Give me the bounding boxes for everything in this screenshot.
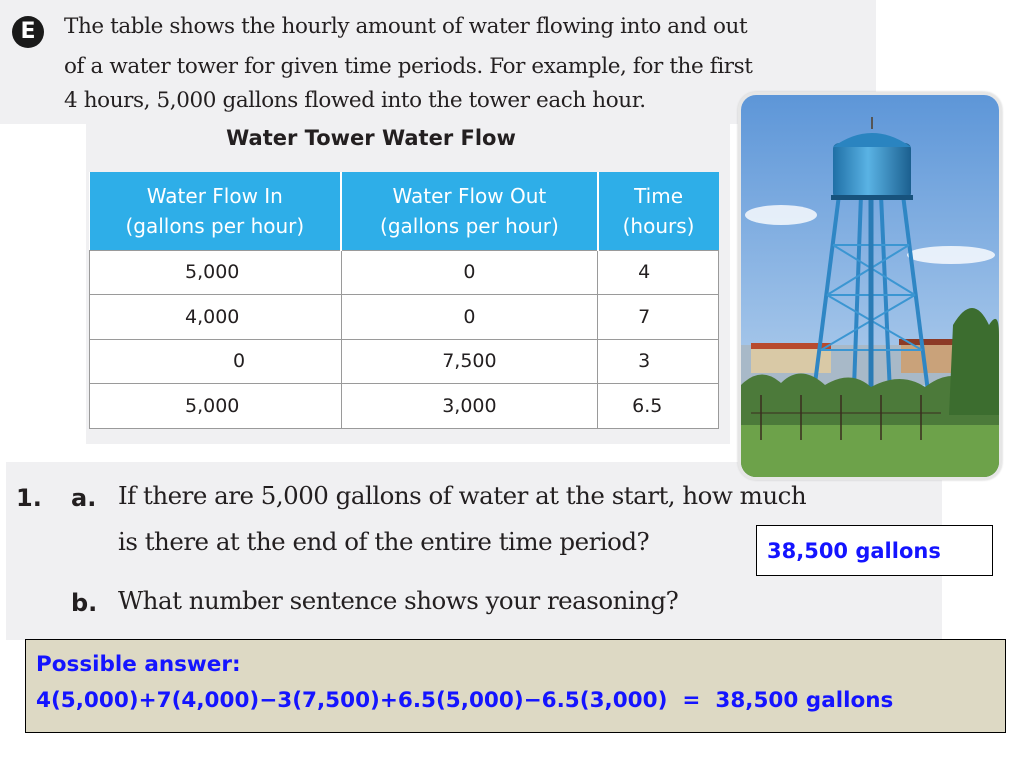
section-badge: E bbox=[12, 16, 44, 48]
header-in-line-1: Water Flow In bbox=[146, 183, 283, 208]
question-a-label: a. bbox=[71, 484, 97, 512]
header-water-flow-in bbox=[90, 172, 342, 250]
cell-flow-in: 5,000 bbox=[90, 250, 342, 295]
table-row bbox=[90, 295, 719, 340]
cell-flow-out: 0 bbox=[341, 250, 597, 295]
table-row bbox=[90, 339, 719, 384]
table-row bbox=[90, 250, 719, 295]
water-tower-photo bbox=[738, 92, 1002, 480]
cell-flow-out: 0 bbox=[341, 295, 597, 340]
table-row bbox=[90, 384, 719, 429]
question-b-label: b. bbox=[71, 589, 98, 617]
cell-flow-in: 0 bbox=[90, 339, 342, 384]
cell-flow-out: 7,500 bbox=[341, 339, 597, 384]
header-time-line-2: (hours) bbox=[622, 213, 695, 238]
possible-answer-heading: Possible answer: bbox=[36, 652, 241, 677]
possible-answer-expression: 4(5,000)+7(4,000)−3(7,500)+6.5(5,000)−6.5(3,000) = 38,500 gallons bbox=[36, 688, 894, 713]
intro-line-2: of a water tower for given time periods. For example, for the first bbox=[64, 54, 753, 79]
question-number: 1. bbox=[16, 484, 42, 512]
header-water-flow-out bbox=[341, 172, 597, 250]
intro-line-1: The table shows the hourly amount of water flowing into and out bbox=[64, 14, 748, 39]
water-flow-table bbox=[89, 172, 719, 429]
possible-answer-box bbox=[25, 639, 1006, 733]
answer-a-box: 38,500 gallons bbox=[756, 525, 993, 576]
cell-time: 6.5 bbox=[598, 384, 719, 429]
cell-flow-out: 3,000 bbox=[341, 384, 597, 429]
cell-time: 3 bbox=[598, 339, 719, 384]
cell-flow-in: 4,000 bbox=[90, 295, 342, 340]
table-header-row bbox=[90, 172, 719, 250]
header-out-line-1: Water Flow Out bbox=[392, 183, 547, 208]
question-a-line-2: is there at the end of the entire time period? bbox=[118, 527, 650, 556]
header-in-line-2: (gallons per hour) bbox=[125, 213, 305, 238]
cell-time: 7 bbox=[598, 295, 719, 340]
table-title: Water Tower Water Flow bbox=[226, 126, 516, 150]
question-b-text: What number sentence shows your reasoning? bbox=[118, 586, 679, 615]
cell-time: 4 bbox=[598, 250, 719, 295]
cell-flow-in: 5,000 bbox=[90, 384, 342, 429]
header-out-line-2: (gallons per hour) bbox=[380, 213, 559, 238]
header-time bbox=[598, 172, 719, 250]
water-tower-illustration bbox=[741, 95, 999, 477]
intro-line-3: 4 hours, 5,000 gallons flowed into the tower each hour. bbox=[64, 88, 646, 113]
question-a-line-1: If there are 5,000 gallons of water at the start, how much bbox=[118, 481, 807, 510]
header-time-line-1: Time bbox=[634, 183, 684, 208]
